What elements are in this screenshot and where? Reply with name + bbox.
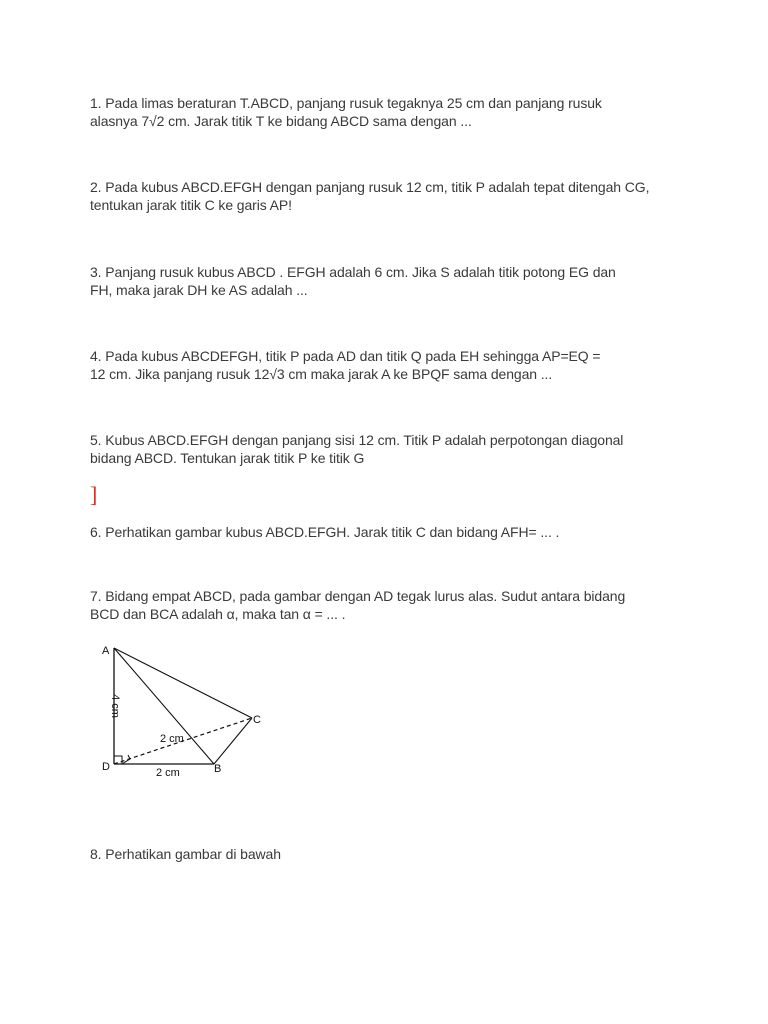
label-b: B bbox=[214, 763, 222, 775]
edge-bc bbox=[214, 718, 252, 764]
question-1 bbox=[90, 94, 690, 130]
question-4 bbox=[90, 347, 690, 383]
question-2-line-2: tentukan jarak titik C ke garis AP! bbox=[90, 197, 292, 213]
label-d: D bbox=[102, 761, 110, 773]
question-1-line-1: 1. Pada limas beraturan T.ABCD, panjang rusuk tegaknya 25 cm dan panjang rusuk bbox=[90, 95, 602, 111]
question-7-line-2: BCD dan BCA adalah α, maka tan α = ... . bbox=[90, 606, 346, 622]
question-6 bbox=[90, 523, 690, 541]
question-4-line-2: 12 cm. Jika panjang rusuk 12√3 cm maka jarak A ke BPQF sama dengan ... bbox=[90, 366, 553, 382]
question-5 bbox=[90, 431, 690, 467]
question-5-line-1: 5. Kubus ABCD.EFGH dengan panjang sisi 12 cm. Titik P adalah perpotongan diagonal bbox=[90, 432, 624, 448]
question-3 bbox=[90, 263, 690, 299]
label-a: A bbox=[102, 645, 110, 657]
question-8 bbox=[90, 845, 690, 863]
label-dc-length: 2 cm bbox=[160, 733, 184, 745]
label-ad-length: 4 cm bbox=[109, 694, 121, 718]
red-bracket-mark: ] bbox=[90, 482, 98, 507]
tetrahedron-figure bbox=[98, 638, 268, 780]
question-4-line-1: 4. Pada kubus ABCDEFGH, titik P pada AD dan titik Q pada EH sehingga AP=EQ = bbox=[90, 348, 601, 364]
question-2-line-1: 2. Pada kubus ABCD.EFGH dengan panjang rusuk 12 cm, titik P adalah tepat ditengah CG, bbox=[90, 179, 650, 195]
question-3-line-1: 3. Panjang rusuk kubus ABCD . EFGH adalah 6 cm. Jika S adalah titik potong EG dan bbox=[90, 264, 616, 280]
edge-ac bbox=[114, 648, 252, 718]
edge-ab bbox=[114, 648, 214, 764]
question-6-line-1: 6. Perhatikan gambar kubus ABCD.EFGH. Jarak titik C dan bidang AFH= ... . bbox=[90, 524, 560, 540]
question-8-line-1: 8. Perhatikan gambar di bawah bbox=[90, 846, 281, 862]
label-db-length: 2 cm bbox=[156, 767, 180, 779]
right-angle-mark-dc bbox=[122, 755, 130, 764]
label-c: C bbox=[253, 714, 261, 726]
question-7 bbox=[90, 587, 690, 623]
right-angle-mark-d bbox=[114, 756, 122, 764]
question-7-line-1: 7. Bidang empat ABCD, pada gambar dengan AD tegak lurus alas. Sudut antara bidang bbox=[90, 588, 626, 604]
question-2 bbox=[90, 178, 690, 214]
question-5-line-2: bidang ABCD. Tentukan jarak titik P ke titik G bbox=[90, 450, 365, 466]
question-3-line-2: FH, maka jarak DH ke AS adalah ... bbox=[90, 282, 308, 298]
question-1-line-2: alasnya 7√2 cm. Jarak titik T ke bidang ABCD sama dengan ... bbox=[90, 113, 472, 129]
